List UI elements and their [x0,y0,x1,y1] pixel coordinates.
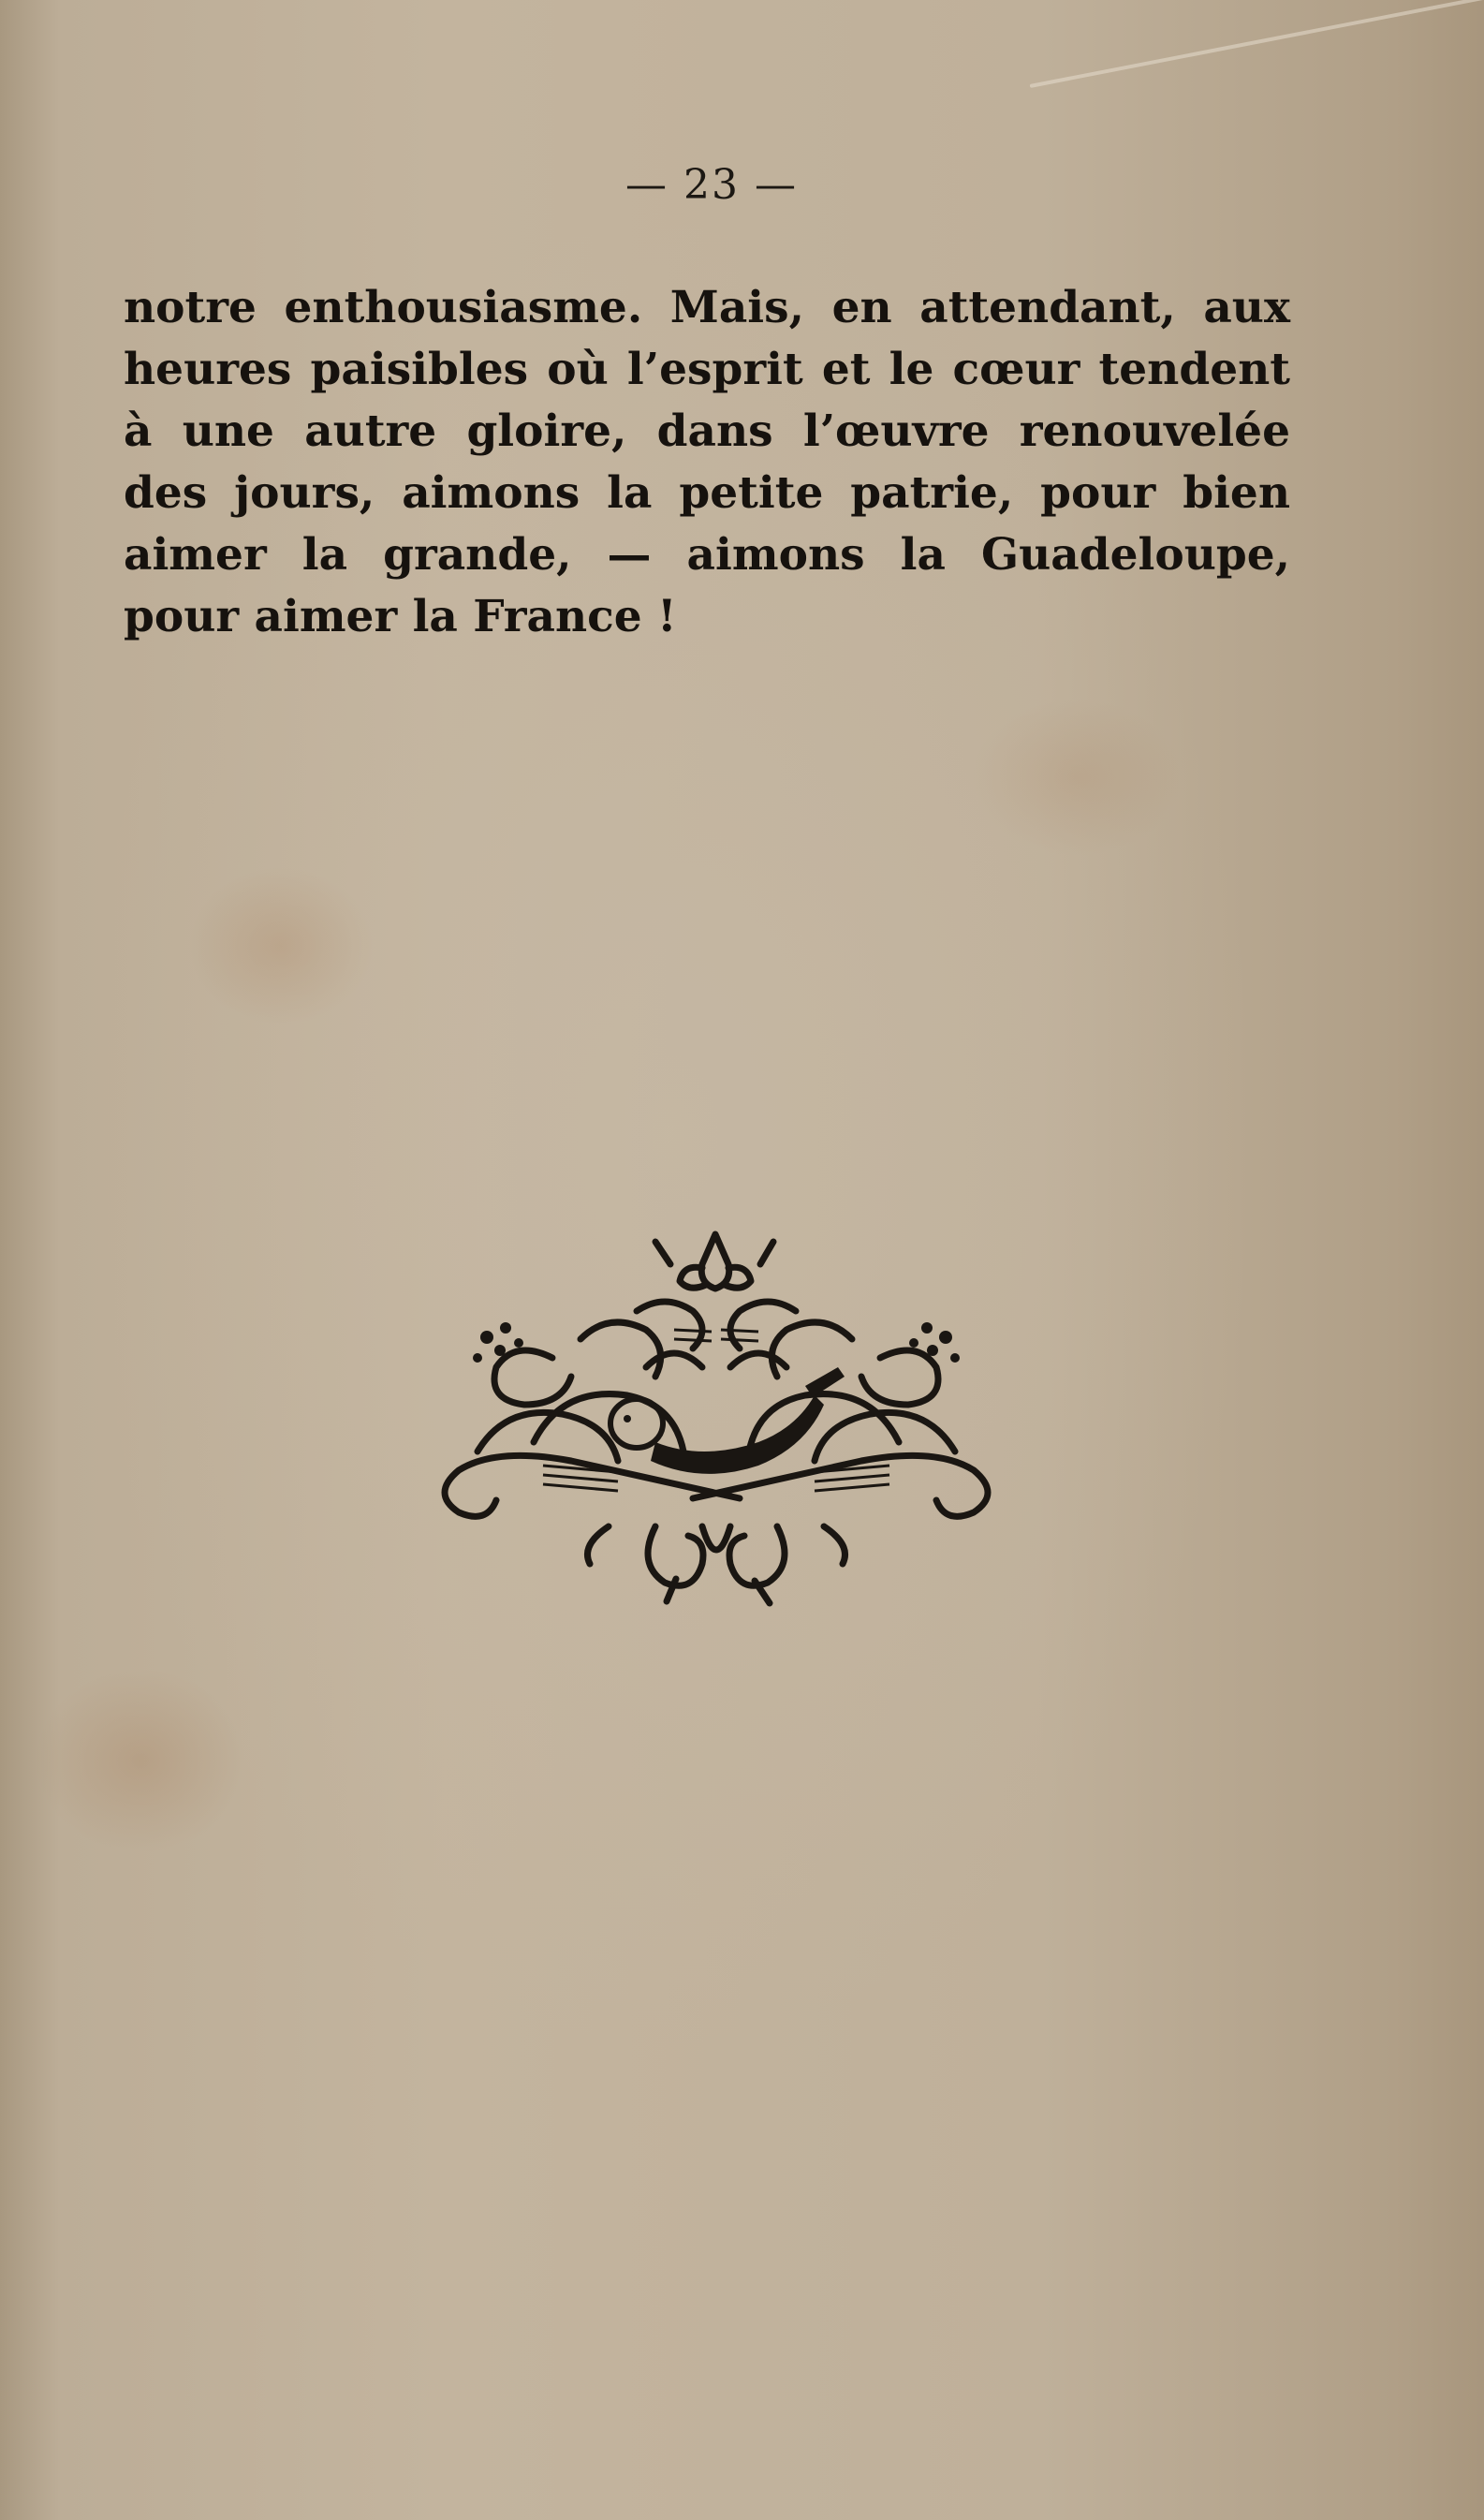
paragraph-line: pour aimer la France ! [124,591,677,642]
paragraph-line: aimer la grande, — aimons la Guadeloupe, [124,529,1290,581]
page-number: — 23 — [625,161,798,209]
paragraph-line: à une autre gloire, dans l’œuvre renouvelée [124,405,1290,457]
paragraph-line: notre enthousiasme. Mais, en attendant, aux [124,282,1290,333]
paragraph [124,277,1290,648]
paragraph-line: heures paisibles où l’esprit et le cœur tendent [124,344,1290,395]
paragraph-line: des jours, aimons la petite patrie, pour bien [124,467,1290,519]
cherub-vignette-icon [421,1227,1011,1639]
paper-crease [1030,0,1484,88]
